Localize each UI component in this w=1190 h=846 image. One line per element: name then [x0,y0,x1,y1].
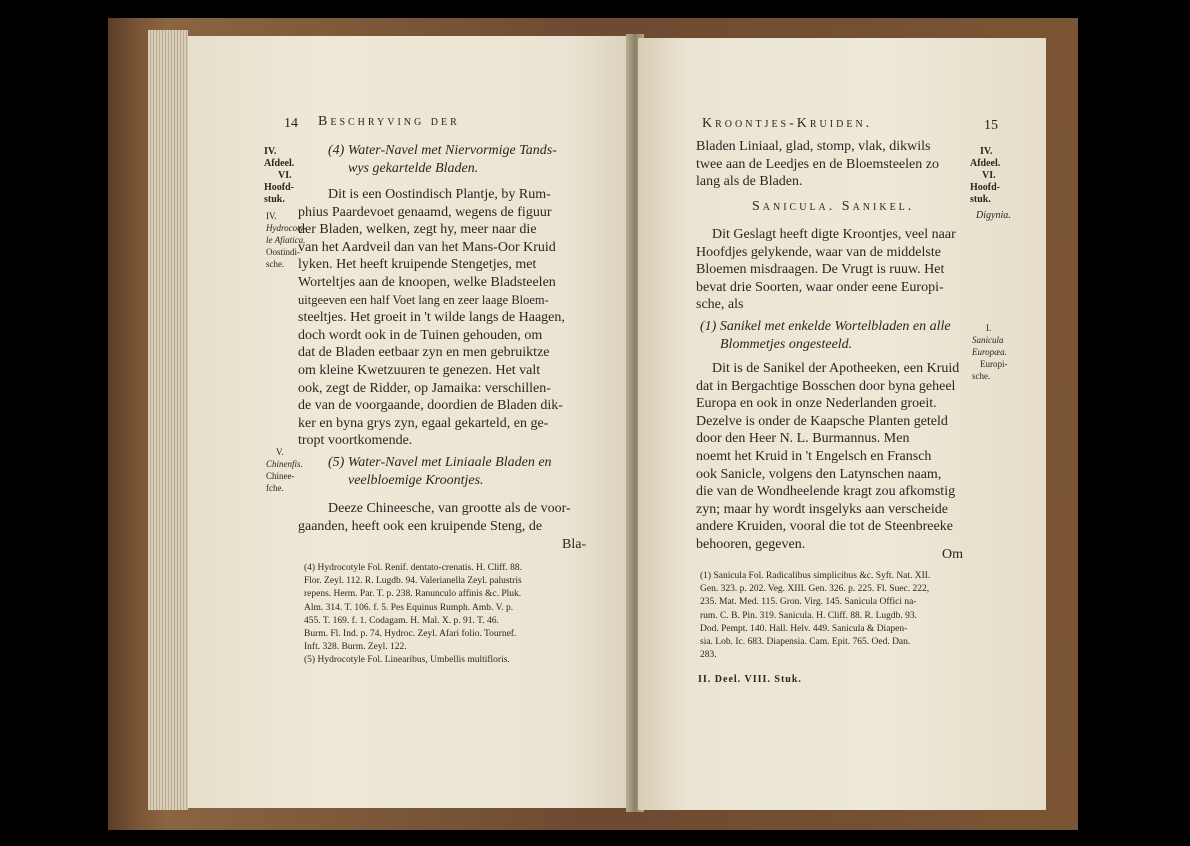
genus-heading: Sanicula. Sanikel. [752,199,915,214]
right-margin-class: Digynia. [976,210,1011,221]
left-margin-section: IV. Afdeel. VI. Hoofd- stuk. [264,146,295,205]
left-margin-species5: V. Chinenfis. Chinee- fche. [266,447,303,493]
entry1-heading: (1) Sanikel met enkelde Wortelbladen en alle Blommetjes ongesteeld. [700,319,951,352]
right-margin-section: IV. Afdeel. VI. Hoofd- stuk. [970,146,1001,205]
genus-text: Dit Geslagt heeft digte Kroontjes, veel naar Hoofdjes gelykende, waar van de middelste Bloemen misdraagen. De Vrugt is ruuw. Het bevat drie Soorten, waar onder eene Europi- sche, als [696,227,956,313]
right-margin-species1: I. Sanicula Europæa. Europi- sche. [972,323,1008,381]
right-page [638,38,1046,810]
entry5-text: Deeze Chineesche, van grootte als de voor- gaanden, heeft ook een kruipende Steng, de [298,501,571,534]
right-text-top: Bladen Liniaal, glad, stomp, vlak, dikwils twee aan de Leedjes en de Bloemsteelen zo lang als de Bladen. [696,139,939,190]
entry5-heading: (5) Water-Navel met Liniaale Bladen en veelbloemige Kroontjes. [328,455,552,488]
left-page [188,36,634,808]
right-catchword: Om [942,547,963,562]
left-running-head: Beschryving der [318,114,460,129]
entry4-text: Dit is een Oostindisch Plantje, by Rum- phius Paardevoet genaamd, wegens de figuur der Bladen, welken, zegt hy, meer naar die van het Aardveil dan van het Mans-Oor Kruid lyken. Het heeft kruipende Stengetjes, met Worteltjes aan de knoopen, welke Bladsteelen uitgeeven een half Voet lang en zeer laage Bloem- steeltjes. Het groeit in 't wilde langs de Haagen, doch wordt ook in de Tuinen gehouden, om dat de Bladen eetbaar zyn en men gebruiktze om kleine Kwetzuuren te genezen. Het valt ook, zegt de Ridder, op Jamaika: verschillen- de van de voorgaande, doordien de Bladen dik- ker en byna grys zyn, egaal gekarteld, en ge- tropt voortkomende. [298,187,565,449]
left-footnotes: (4) Hydrocotyle Fol. Renif. dentato-crenatis. H. Cliff. 88. Flor. Zeyl. 112. R. Lugdb. 94. Valerianella Zeyl. palustris repens. Herm. Par. T. p. 238. Ranunculo affinis &c. Pluk. Alm. 314. T. 106. f. 5. Pes Equinus Rumph. Amb. V. p. 455. T. 169. f. 1. Codagam. H. Mal. X. p. 91. T. 46. Burm. Fl. Ind. p. 74. Hydroc. Zeyl. Afari folio. Tournef. Inft. 328. Burm. Zeyl. 122. (5) Hydrocotyle Fol. Linearibus, Umbellis multifloris. [304,563,523,666]
left-page-number: 14 [284,116,298,131]
right-page-number: 15 [984,118,998,133]
right-running-head: Kroontjes-Kruiden. [702,116,873,131]
page-edges [148,30,188,810]
right-footnotes: (1) Sanicula Fol. Radicalibus simplicibus &c. Syft. Nat. XII. Gen. 323. p. 202. Veg. XIII. Gen. 326. p. 225. Fl. Suec. 222, 235. Mat. Med. 115. Gron. Virg. 145. Sanicula Offici na- rum. C. B. Pin. 319. Sanicula. H. Cliff. 88. R. Lugdb. 93. Dod. Pempt. 140. Hall. Helv. 449. Sanicula & Diapen- sia. Lob. Ic. 683. Diapensia. Cam. Epit. 765. Oed. Dan. 283. [700,571,931,661]
left-catchword: Bla- [562,537,587,552]
entry1-text: Dit is de Sanikel der Apotheeken, een Kruid dat in Bergachtige Bosschen door byna geheel Europa en ook in onze Nederlanden groeit. Dezelve is onder de Kaapsche Planten geteld door den Heer N. L. Burmannus. Men noemt het Kruid in 't Engelsch en Fransch ook Sanicle, volgens den Latynschen naam, die van de Wondheelende kragt zou afkomstig zyn; maar hy wordt insgelyks aan verscheide andere Kruiden, vooral die tot de Steenbreeke behooren, gegeven. [696,361,960,552]
entry4-heading: (4) Water-Navel met Niervormige Tands- wys gekartelde Bladen. [328,143,557,176]
left-margin-species4: IV. Hydrocoty- le Afiatica. Oostindi- sche. [266,211,307,269]
signature-mark: II. Deel. VIII. Stuk. [698,674,802,685]
